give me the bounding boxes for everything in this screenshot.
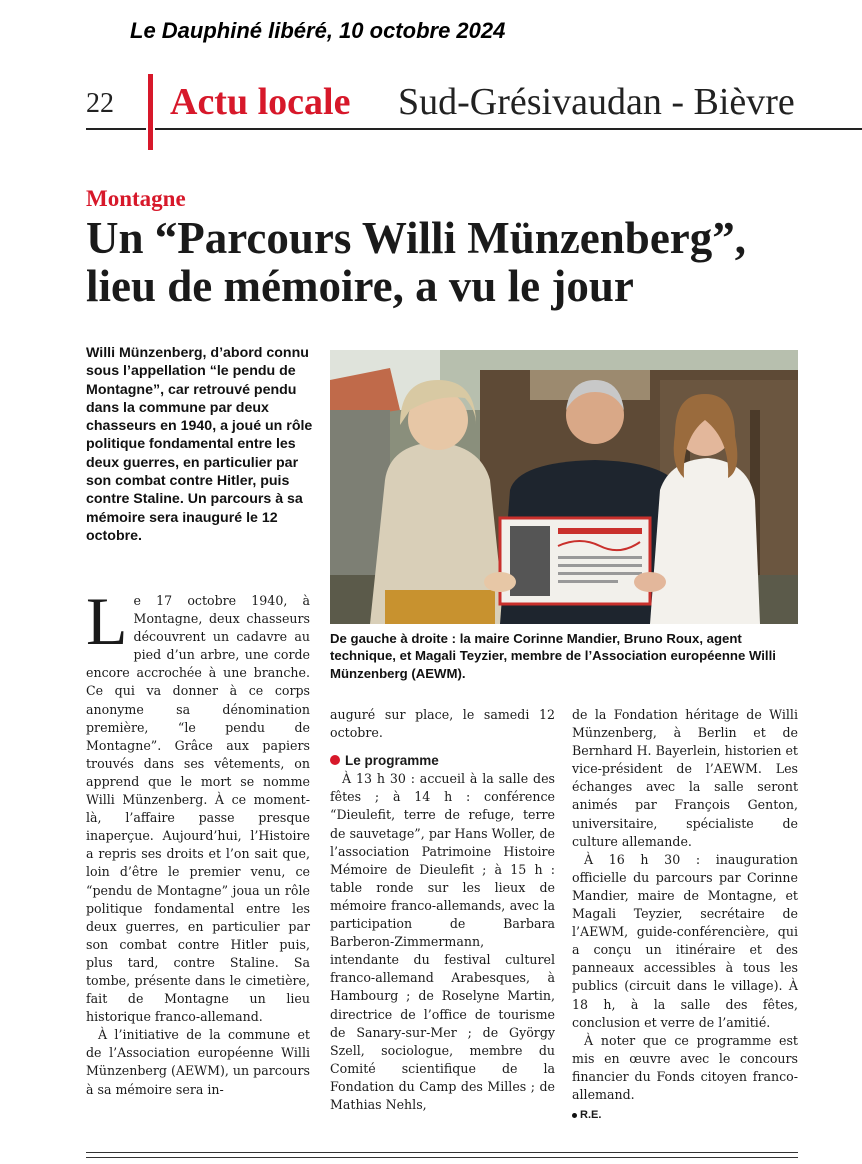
article-column-3	[572, 706, 798, 1124]
byline-text: R.E.	[580, 1109, 602, 1122]
body-paragraph: À 16 h 30 : inauguration officielle du parcours par Corinne Mandier, maire de Montagne, et Magali Teyzier, secrétaire de l’AEWM, guide-conférencière, qui a conçu un itinéraire et des panneaux accessibles à tous les publics (circuit dans le village). À 18 h, à la salle des fêtes, conclusion et verre de l’amitié.	[572, 851, 798, 1030]
article-lead: Willi Münzenberg, d’abord connu sous l’appellation “le pendu de Montagne”, car retrouvé pendu dans la commune par deux chasseurs en 1940, a joué un rôle politique fondamental entre les deux guerres, en particulier par son combat contre Hitler, puis contre Staline. Un parcours à sa mémoire sera inauguré le 12 octobre.	[86, 345, 313, 544]
photo-caption: De gauche à droite : la maire Corinne Mandier, Bruno Roux, agent technique, et Magali Teyzier, membre de l’Association européenne Willi Münzenberg (AEWM).	[330, 631, 776, 681]
source-line: Le Dauphiné libéré, 10 octobre 2024	[130, 18, 506, 43]
byline	[572, 1106, 798, 1124]
section-title: Actu locale	[170, 81, 351, 123]
article-headline: Un “Parcours Willi Münzenberg”, lieu de mémoire, a vu le jour	[86, 213, 747, 311]
bottom-rule	[86, 1157, 798, 1158]
article-column-2	[330, 706, 555, 1114]
body-paragraph	[86, 583, 310, 1026]
page-number: 22	[86, 88, 114, 119]
header-accent-bar	[148, 74, 153, 150]
programme-title: Le programme	[345, 753, 439, 769]
programme-subhead	[330, 752, 555, 770]
body-paragraph: À l’initiative de la commune et de l’Association européenne Willi Münzenberg (AEWM), un parcours à sa mémoire sera in-	[86, 1027, 310, 1097]
bullet-dot-icon	[572, 1113, 577, 1118]
body-paragraph: auguré sur place, le samedi 12 octobre.	[330, 707, 555, 741]
header-rule-left	[86, 128, 146, 130]
article-photo	[330, 350, 798, 624]
photo-illustration	[330, 350, 798, 624]
header-rule-right	[155, 128, 862, 130]
article-column-1	[86, 583, 310, 1099]
drop-cap: L	[86, 583, 128, 659]
bullet-dot-icon	[330, 755, 340, 765]
article-kicker: Montagne	[86, 186, 186, 211]
body-paragraph: À 13 h 30 : accueil à la salle des fêtes ; à 14 h : conférence “Dieulefit, terre de refuge, terre de sauvetage”, par Hans Woller, de l’association Patrimoine Histoire Mémoire de Dieulefit ; à 15 h : table ronde sur les lieux de mémoire franco-allemands, avec la participation de Barbara Barberon-Zimmermann, intendante du festival culturel franco-allemand Arabesques, à Hambourg ; de Roselyne Martin, directrice de l’office de tourisme de Sanary-sur-Mer ; de György Szell, sociologue, membre du Comité scientifique de la Fondation du Camp des Milles ; de Mathias Nehls,	[330, 771, 555, 1112]
body-paragraph: À noter que ce programme est mis en œuvre avec le concours financier du Fonds citoyen franco-allemand.	[572, 1032, 798, 1102]
bottom-rule	[86, 1152, 798, 1153]
paragraph-text: e 17 octobre 1940, à Montagne, deux chasseurs découvrent un cadavre au pied d’un arbre, une corde encore accrochée à une branche. Ce qui va donner à ce corps anonyme sa dénomination première, “le pendu de Montagne”. Grâce aux papiers trouvés dans ses vêtements, on apprend que le mort se nomme Willi Münzenberg. À ce moment-là, l’affaire passe presque inaperçue. Aujourd’hui, l’Histoire a repris ses droits et l’on sait que, loin d’être le premier venu, ce “pendu de Montagne” joua un rôle politique fondamental entre les deux guerres, en particulier par son combat contre Hitler puis, plus tard, contre Staline. Sa tombe, présente dans le cimetière, fait de Montagne un lieu historique franco-allemand.	[86, 593, 310, 1025]
body-paragraph: de la Fondation héritage de Willi Münzenberg, à Berlin et de Bernhard H. Bayerlein, historien et vice-président de l’AEWM. Les échanges avec la salle seront animés par François Genton, universitaire, spécialiste de culture allemande.	[572, 707, 798, 849]
region-title: Sud-Grésivaudan - Bièvre	[398, 81, 795, 123]
